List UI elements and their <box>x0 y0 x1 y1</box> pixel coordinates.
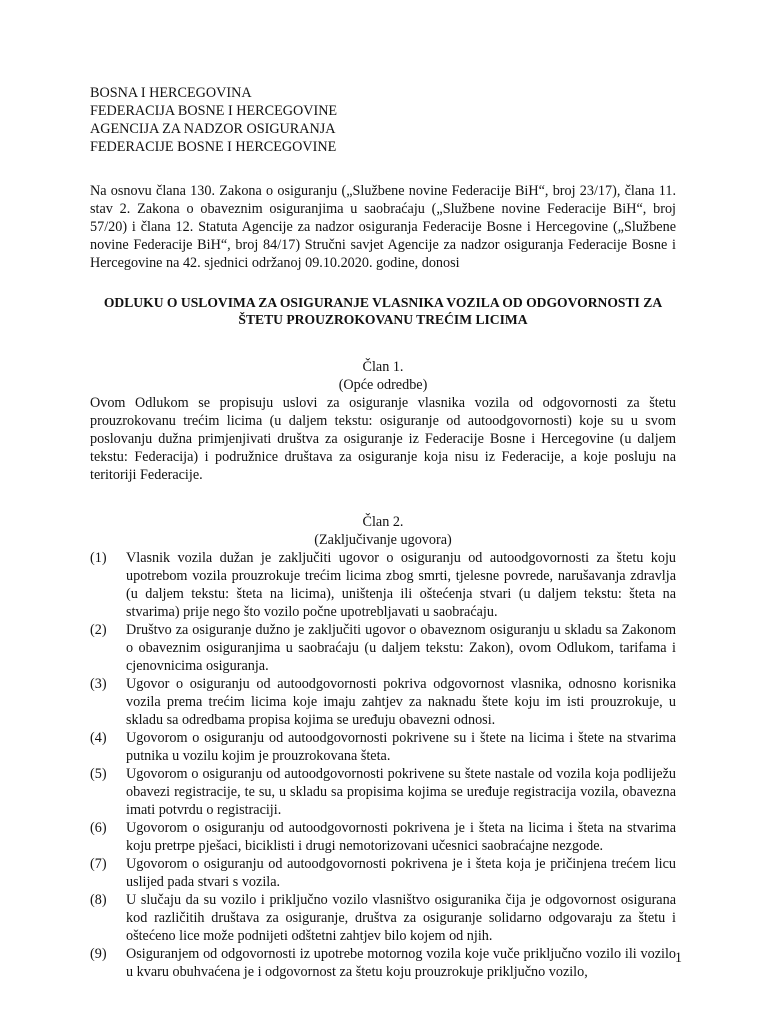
list-item <box>90 891 676 945</box>
header-line-1: BOSNA I HERCEGOVINA <box>90 85 252 101</box>
item-number: (6) <box>90 820 107 836</box>
article-1 <box>90 358 676 484</box>
item-text: Ugovor o osiguranju od autoodgovornosti pokriva odgovornost vlasnika, odnosno korisnika vozila prema trećim licima koje imaju zahtjev za naknadu štete koju im isti prouzrokuje, u skladu sa odredbama propisa kojima se uređuju obavezni odnosi. <box>126 676 676 728</box>
list-item <box>90 729 676 765</box>
list-item <box>90 765 676 819</box>
item-number: (9) <box>90 946 107 962</box>
preamble-paragraph: Na osnovu člana 130. Zakona o osiguranju („Službene novine Federacije BiH“, broj 23/17), člana 11. stav 2. Zakona o obaveznim osiguranjima u saobraćaju („Službene novine Federacije BiH“, broj 57/20) i člana 12. Statuta Agencije za nadzor osiguranja Federacije Bosne i Hercegovine („Službene novine Federacije BiH“, broj 84/17) Stručni savjet Agencije za nadzor osiguranja Federacije Bosne i Hercegovine na 42. sjednici održanoj 09.10.2020. godine, donosi <box>90 183 676 271</box>
article-1-text: Ovom Odlukom se propisuju uslovi za osiguranje vlasnika vozila od odgovornosti za štetu prouzrokovanu trećim licima (u daljem tekstu: osiguranje od autoodgovornosti) koje su u svom poslovanju dužna primjenjivati društva za osiguranje iz Federacije Bosne i Hercegovine (u daljem tekstu: Federacija) i podružnice društava za osiguranje koja nisu iz Federacije, a koje posluju na teritoriji Federacije. <box>90 395 676 483</box>
article-1-subheading: (Opće odredbe) <box>338 377 428 393</box>
header-line-3: AGENCIJA ZA NADZOR OSIGURANJA <box>90 121 336 137</box>
item-number: (5) <box>90 766 107 782</box>
item-number: (4) <box>90 730 107 746</box>
header-line-4: FEDERACIJE BOSNE I HERCEGOVINE <box>90 139 337 155</box>
list-item <box>90 675 676 729</box>
item-text: Vlasnik vozila dužan je zaključiti ugovor o osiguranju od autoodgovornosti za štetu koju upotrebom vozila prouzrokuje trećim licima zbog smrti, tjelesne povrede, narušavanja zdravlja (u daljem tekstu: šteta na licima), uništenja ili oštećenja stvari (u daljem tekstu: šteta na stvarima) prije nego što vozilo počne upotrebljavati u saobraćaju. <box>126 550 676 620</box>
item-text: Osiguranjem od odgovornosti iz upotrebe motornog vozila koje vuče priključno vozilo ili vozilo u kvaru obuhvaćena je i odgovornost za štetu koju prouzrokuje priključno vozilo, <box>126 946 676 980</box>
article-2 <box>90 513 676 981</box>
list-item <box>90 549 676 621</box>
document-title: ODLUKU O USLOVIMA ZA OSIGURANJE VLASNIKA VOZILA OD ODGOVORNOSTI ZA ŠTETU PROUZROKOVANU TREĆIM LICIMA <box>103 295 663 327</box>
item-text: Ugovorom o osiguranju od autoodgovornosti pokrivene su štete nastale od vozila koja podliježu obavezi registracije, te su, u skladu sa propisima kojima se uređuje registracija vozila, obavezna imati potvrdu o registraciji. <box>126 766 676 818</box>
page-number: 1 <box>674 950 682 966</box>
list-item <box>90 855 676 891</box>
list-item <box>90 621 676 675</box>
article-2-items <box>90 549 676 981</box>
article-2-subheading: (Zaključivanje ugovora) <box>314 532 452 548</box>
item-text: Ugovorom o osiguranju od autoodgovornosti pokrivena je i šteta koja je pričinjena trećem licu uslijed pada stvari s vozila. <box>126 856 676 890</box>
item-number: (7) <box>90 856 107 872</box>
issuer-header <box>90 84 676 156</box>
list-item <box>90 819 676 855</box>
item-text: Društvo za osiguranje dužno je zaključiti ugovor o obaveznom osiguranju u skladu sa Zakonom o obaveznim osiguranjima u saobraćaju (u daljem tekstu: Zakon), ovom Odlukom, tarifama i cjenovnicima osiguranja. <box>126 622 676 674</box>
list-item <box>90 945 676 981</box>
item-number: (8) <box>90 892 107 908</box>
item-text: U slučaju da su vozilo i priključno vozilo vlasništvo osiguranika čija je odgovornost osigurana kod različitih društava za osiguranje, društva za osiguranje solidarno odgovaraju za štetu i oštećeno lice može podnijeti odštetni zahtjev bilo kojem od njih. <box>126 892 676 944</box>
item-number: (2) <box>90 622 107 638</box>
item-number: (1) <box>90 550 107 566</box>
item-text: Ugovorom o osiguranju od autoodgovornosti pokrivene su i štete na licima i štete na stvarima putnika u vozilu kojim je prouzrokovana šteta. <box>126 730 676 764</box>
item-text: Ugovorom o osiguranju od autoodgovornosti pokrivena je i šteta na licima i šteta na stvarima koju pretrpe pješaci, biciklisti i drugi nemotorizovani učesnici saobraćajne nezgode. <box>126 820 676 854</box>
document-page <box>90 84 676 981</box>
article-1-heading: Član 1. <box>362 359 404 375</box>
article-2-heading: Član 2. <box>362 514 404 530</box>
item-number: (3) <box>90 676 107 692</box>
header-line-2: FEDERACIJA BOSNE I HERCEGOVINE <box>90 103 338 119</box>
